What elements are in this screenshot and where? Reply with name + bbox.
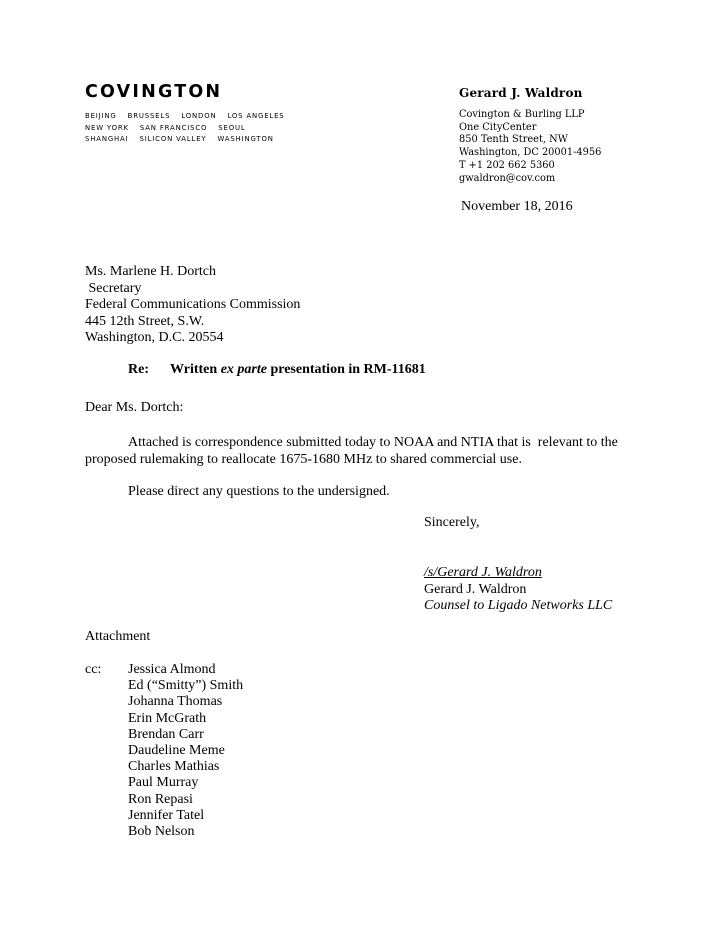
office-city: WASHINGTON (217, 135, 274, 143)
office-city: LONDON (181, 112, 217, 120)
recipient-line: Ms. Marlene H. Dortch (85, 264, 217, 279)
salutation: Dear Ms. Dortch: (85, 400, 184, 415)
cc-recipient: Daudeline Meme (128, 743, 225, 759)
firm-logo: COVINGTON (85, 82, 223, 102)
office-city: LOS ANGELES (227, 112, 285, 120)
office-row (85, 123, 296, 135)
cc-list (128, 662, 243, 840)
sender-contact-block (459, 109, 601, 185)
sender-building: One CityCenter (459, 121, 537, 133)
cc-recipient: Jennifer Tatel (128, 807, 205, 823)
paragraph-line: Attached is correspondence submitted today to NOAA and NTIA that is relevant to the (128, 435, 618, 450)
recipient-line: Washington, D.C. 20554 (85, 330, 224, 345)
subject-label: Re: (128, 362, 149, 377)
office-row (85, 111, 296, 123)
subject-line (128, 362, 426, 378)
cc-recipient: Brendan Carr (128, 726, 204, 742)
office-city: SHANGHAI (85, 135, 129, 143)
cc-recipient: Erin McGrath (128, 710, 207, 726)
sender-name: Gerard J. Waldron (459, 86, 583, 100)
cc-recipient: Charles Mathias (128, 759, 220, 775)
recipient-address (85, 264, 300, 347)
cc-recipient: Paul Murray (128, 775, 199, 791)
body-paragraph-1 (85, 434, 645, 468)
letter-date: November 18, 2016 (461, 199, 573, 214)
sender-city: Washington, DC 20001-4956 (459, 147, 602, 159)
closing: Sincerely, (424, 515, 480, 530)
attachment-note: Attachment (85, 629, 151, 644)
office-city: BRUSSELS (127, 112, 171, 120)
office-locations (85, 111, 296, 146)
recipient-line: 445 12th Street, S.W. (85, 313, 205, 329)
cc-recipient: Ed (“Smitty”) Smith (128, 678, 244, 694)
signer-name: Gerard J. Waldron (424, 581, 527, 597)
body-paragraph-2: Please direct any questions to the undersigned. (128, 484, 390, 499)
subject-suffix: presentation in RM-11681 (266, 362, 426, 377)
office-city: SILICON VALLEY (139, 135, 207, 143)
recipient-line: Secretary (85, 280, 142, 296)
recipient-line: Federal Communications Commission (85, 297, 301, 312)
sender-firm: Covington & Burling LLP (459, 109, 585, 120)
cc-label: cc: (85, 662, 102, 677)
sender-phone: T +1 202 662 5360 (459, 159, 555, 171)
office-city: SEOUL (218, 123, 246, 132)
subject-prefix: Written (170, 362, 221, 377)
cc-recipient: Ron Repasi (128, 791, 193, 807)
office-row (85, 134, 296, 146)
signature-block (424, 565, 618, 615)
sender-email[interactable]: gwaldron@cov.com (459, 172, 556, 184)
office-city: SAN FRANCISCO (139, 123, 208, 132)
subject-italic: ex parte (220, 362, 267, 377)
office-city: NEW YORK (85, 123, 129, 132)
paragraph-line: proposed rulemaking to reallocate 1675-1680 MHz to shared commercial use. (85, 452, 522, 467)
signature-line: /s/Gerard J. Waldron (424, 565, 542, 580)
cc-recipient: Johanna Thomas (128, 694, 223, 710)
sender-street: 850 Tenth Street, NW (459, 134, 568, 146)
office-city: BEIJING (85, 112, 117, 120)
signer-title: Counsel to Ligado Networks LLC (424, 598, 613, 613)
cc-recipient: Bob Nelson (128, 824, 195, 840)
cc-recipient: Jessica Almond (128, 662, 216, 677)
